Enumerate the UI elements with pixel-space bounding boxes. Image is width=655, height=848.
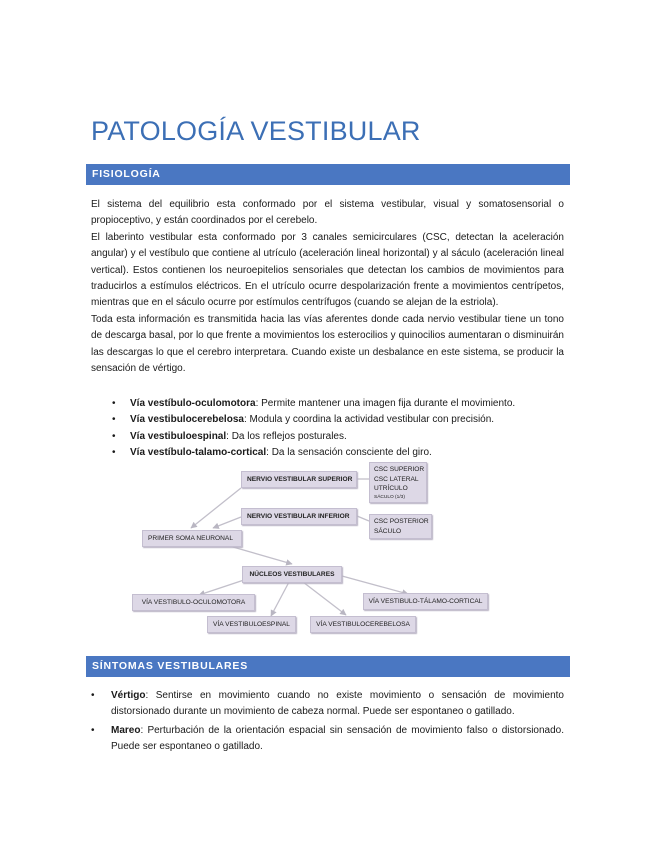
- target-label: CSC LATERAL: [374, 475, 419, 483]
- superior-targets-box: [369, 462, 427, 503]
- target-label: CSC SUPERIOR: [374, 466, 425, 473]
- list-item: [91, 688, 564, 721]
- nervio-superior-box: NERVIO VESTIBULAR SUPERIOR: [241, 471, 357, 488]
- target-label: SÁCULO: [374, 528, 402, 535]
- list-item-text: : Da la sensación consciente del giro.: [266, 447, 432, 459]
- list-item-term: Vía vestibulocerebelosa: [130, 414, 244, 426]
- nervio-inferior-box: NERVIO VESTIBULAR INFERIOR: [241, 508, 357, 525]
- via-cortical-box: VÍA VESTIBULO-TÁLAMO-CORTICAL: [363, 593, 488, 610]
- via-oculomotora-box: VÍA VESTIBULO-OCULOMOTORA: [132, 594, 255, 611]
- list-item-term: Vía vestibuloespinal: [130, 430, 227, 442]
- target-label: CSC POSTERIOR: [374, 518, 429, 525]
- primer-soma-box: PRIMER SOMA NEURONAL: [142, 530, 242, 547]
- bullet-icon: •: [112, 430, 116, 442]
- section-header-sintomas: SÍNTOMAS VESTIBULARES: [86, 656, 570, 677]
- via-espinal-box: VÍA VESTIBULOESPINAL: [207, 616, 296, 633]
- via-cerebelosa-box: VÍA VESTIBULOCEREBELOSA: [310, 616, 416, 633]
- list-item-text: : Modula y coordina la actividad vestibular con precisión.: [243, 414, 495, 426]
- list-item-term: Vía vestíbulo-oculomotora: [130, 398, 256, 409]
- list-item: [91, 723, 564, 756]
- bullet-icon: •: [91, 690, 95, 701]
- list-item-term: Vía vestíbulo-talamo-cortical: [130, 447, 267, 459]
- target-label: UTRÍCULO: [374, 485, 408, 492]
- nucleos-box: NÚCLEOS VESTIBULARES: [242, 566, 342, 583]
- target-note: SÁCULO (1/3): [374, 494, 405, 500]
- section-header-fisiologia: FISIOLOGÍA: [86, 164, 570, 185]
- list-item-text: : Da los reflejos posturales.: [226, 430, 347, 442]
- list-item-text: : Perturbación de la orientación espacial sin sensación de movimiento falso o distorsionado. Puede ser espontaneo o gatillado.: [111, 724, 564, 753]
- bullet-icon: •: [112, 398, 116, 409]
- inferior-targets-box: [369, 514, 432, 539]
- paragraph: Toda esta información es transmitida hacia las vías aferentes donde cada nervio vestibular tiene un tono de descarga basal, por lo que frente a movimientos los esterocilios y quinocilios aumentaran o disminuirán las descargas lo que el cerebro interpretara. Cuando existe un desbalance en este sistema, se producir la sensación de vértigo.: [91, 313, 564, 375]
- list-item-text: : Permite mantener una imagen fija durante el movimiento.: [255, 398, 516, 409]
- list-item-term: Vértigo: [111, 690, 146, 701]
- sintomas-list: [91, 688, 564, 758]
- list-item-term: Mareo: [111, 724, 141, 736]
- list-item-text: : Sentirse en movimiento cuando no existe movimiento o sensación de movimiento distorsionado durante un movimiento de cabeza normal. Puede ser espontaneo o gatillado.: [111, 690, 564, 718]
- bullet-icon: •: [91, 724, 95, 736]
- bullet-icon: •: [112, 447, 116, 459]
- page-title: PATOLOGÍA VESTIBULAR: [91, 116, 421, 146]
- bullet-icon: •: [112, 414, 116, 426]
- paragraph: El laberinto vestibular esta conformado por 3 canales semicirculares (CSC, detectan la aceleración angular) y el vestíbulo que contiene al utrículo (aceleración lineal horizontal) y al sáculo (aceleración lineal vertical). Estos contienen los neuroepitelios sensoriales que detectan los cambios de movimientos para traducirlos a estímulos eléctricos. En el utrículo ocurre despolarización frente a movimientos centrípetos, mientras que en el sáculo ocurre por estímulos centrífugos (cuando se alejan de la estriola).: [91, 231, 564, 309]
- paragraph: El sistema del equilibrio esta conformado por el sistema vestibular, visual y somatosensorial o propioceptivo, y están coordinados por el cerebelo.: [91, 199, 564, 227]
